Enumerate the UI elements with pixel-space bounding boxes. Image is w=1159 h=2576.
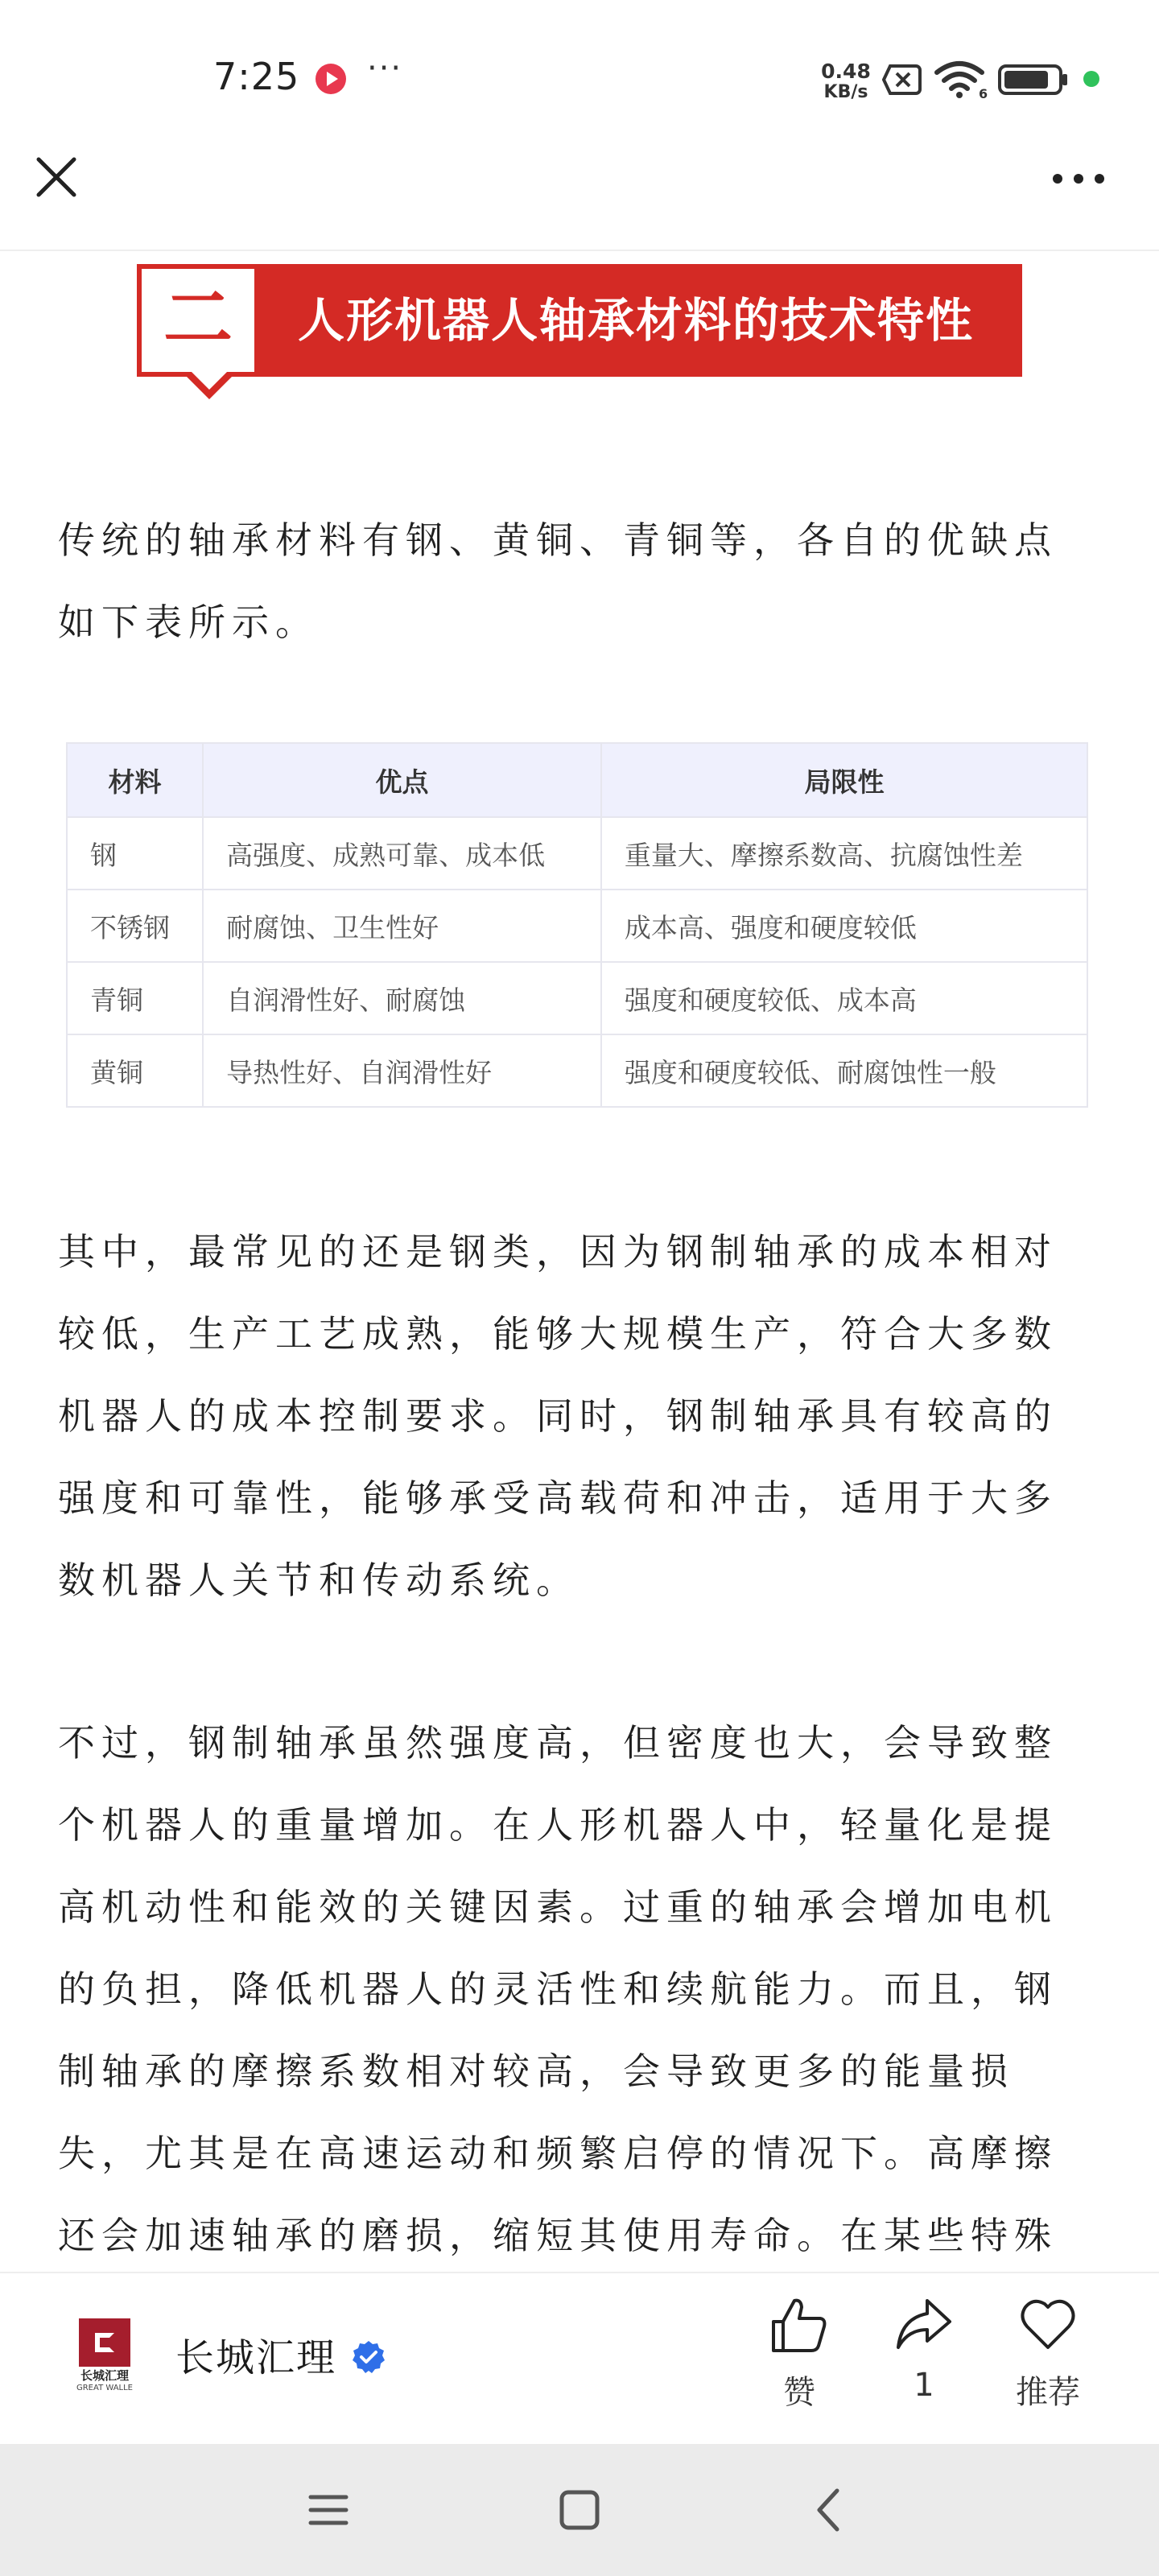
- share-count: 1: [914, 2367, 934, 2404]
- recommend-button[interactable]: [1000, 2294, 1096, 2423]
- back-icon[interactable]: [805, 2484, 856, 2536]
- online-dot-icon: [1083, 71, 1099, 87]
- table-row: [67, 962, 1087, 1034]
- table-cell-material: 钢: [67, 817, 203, 890]
- no-sim-icon: [882, 64, 922, 95]
- table-cell-advantages: 导热性好、自润滑性好: [203, 1034, 601, 1107]
- status-more: ···: [367, 50, 403, 87]
- section-number: 二: [142, 269, 254, 372]
- table-cell-advantages: 自润滑性好、耐腐蚀: [203, 962, 601, 1034]
- network-speed: [818, 61, 874, 103]
- author-action-bar: [0, 2272, 1159, 2446]
- top-nav: [0, 153, 1159, 251]
- table-cell-limitations: 强度和硬度较低、成本高: [601, 962, 1087, 1034]
- section-title: 人形机器人轴承材料的技术特性: [298, 293, 975, 348]
- table-cell-limitations: 成本高、强度和硬度较低: [601, 890, 1087, 962]
- author-name[interactable]: 长城汇理: [175, 2335, 337, 2380]
- menu-icon[interactable]: [303, 2484, 354, 2536]
- author-logo-en: GREAT WALLE: [76, 2384, 133, 2392]
- close-icon[interactable]: [32, 153, 80, 201]
- section-header-tail-inner: [192, 372, 227, 390]
- home-icon[interactable]: [554, 2484, 605, 2536]
- table-cell-limitations: 强度和硬度较低、耐腐蚀性一般: [601, 1034, 1087, 1107]
- table-cell-advantages: 高强度、成熟可靠、成本低: [203, 817, 601, 890]
- author-logo-mark: [79, 2318, 130, 2367]
- more-icon[interactable]: [1046, 163, 1111, 195]
- article-paragraph-1: 传统的轴承材料有钢、黄铜、青铜等，各自的优缺点如下表所示。: [58, 518, 1058, 644]
- heart-icon: [1017, 2294, 1079, 2355]
- recommend-label: 推荐: [1016, 2374, 1080, 2411]
- table-cell-material: 黄铜: [67, 1034, 203, 1107]
- table-cell-limitations: 重量大、摩擦系数高、抗腐蚀性差: [601, 817, 1087, 890]
- status-bar: [0, 0, 1159, 153]
- table-row: [67, 890, 1087, 962]
- material-comparison-table: [66, 742, 1088, 1108]
- network-speed-unit: KB/s: [823, 82, 868, 102]
- section-header: [137, 264, 1022, 377]
- record-icon: [316, 64, 346, 94]
- network-speed-value: 0.48: [821, 60, 871, 83]
- table-cell-material: 青铜: [67, 962, 203, 1034]
- share-button[interactable]: [876, 2294, 972, 2423]
- share-icon: [893, 2294, 955, 2355]
- table-cell-advantages: 耐腐蚀、卫生性好: [203, 890, 601, 962]
- like-button[interactable]: [751, 2294, 848, 2423]
- article-paragraph-3: 不过，钢制轴承虽然强度高，但密度也大，会导致整个机器人的重量增加。在人形机器人中，轻量化是提高机动性和能效的关键因素。过重的轴承会增加电机的负担，降低机器人的灵活性和续航能力。而且，钢制轴承的摩擦系数相对较高，会导致更多的能量损失，尤其是在高速运动和频繁启停的情况下。高摩擦还会加速轴承的磨损，缩短其使用寿命。在某些特殊: [58, 1721, 1058, 2257]
- thumbs-up-icon: [769, 2294, 830, 2355]
- wifi-icon: [934, 60, 990, 100]
- table-row: [67, 817, 1087, 890]
- article-paragraph-2: 其中，最常见的还是钢类，因为钢制轴承的成本相对较低，生产工艺成熟，能够大规模生产，符合大多数机器人的成本控制要求。同时，钢制轴承具有较高的强度和可靠性，能够承受高载荷和冲击，适用于大多数机器人关节和传动系统。: [58, 1230, 1058, 1602]
- like-label: 赞: [783, 2374, 815, 2411]
- table-row: [67, 1034, 1087, 1107]
- table-header-material: 材料: [67, 743, 203, 817]
- battery-icon: [998, 64, 1070, 95]
- table-header-advantages: 优点: [203, 743, 601, 817]
- svg-text:6: 6: [979, 86, 988, 100]
- author-logo-cn: 长城汇理: [80, 2368, 129, 2383]
- table-header-row: [67, 743, 1087, 817]
- verified-icon: [351, 2339, 386, 2375]
- table-header-limitations: 局限性: [601, 743, 1087, 817]
- author-logo[interactable]: [72, 2318, 137, 2396]
- table-cell-material: 不锈钢: [67, 890, 203, 962]
- status-time: 7:25: [213, 55, 300, 98]
